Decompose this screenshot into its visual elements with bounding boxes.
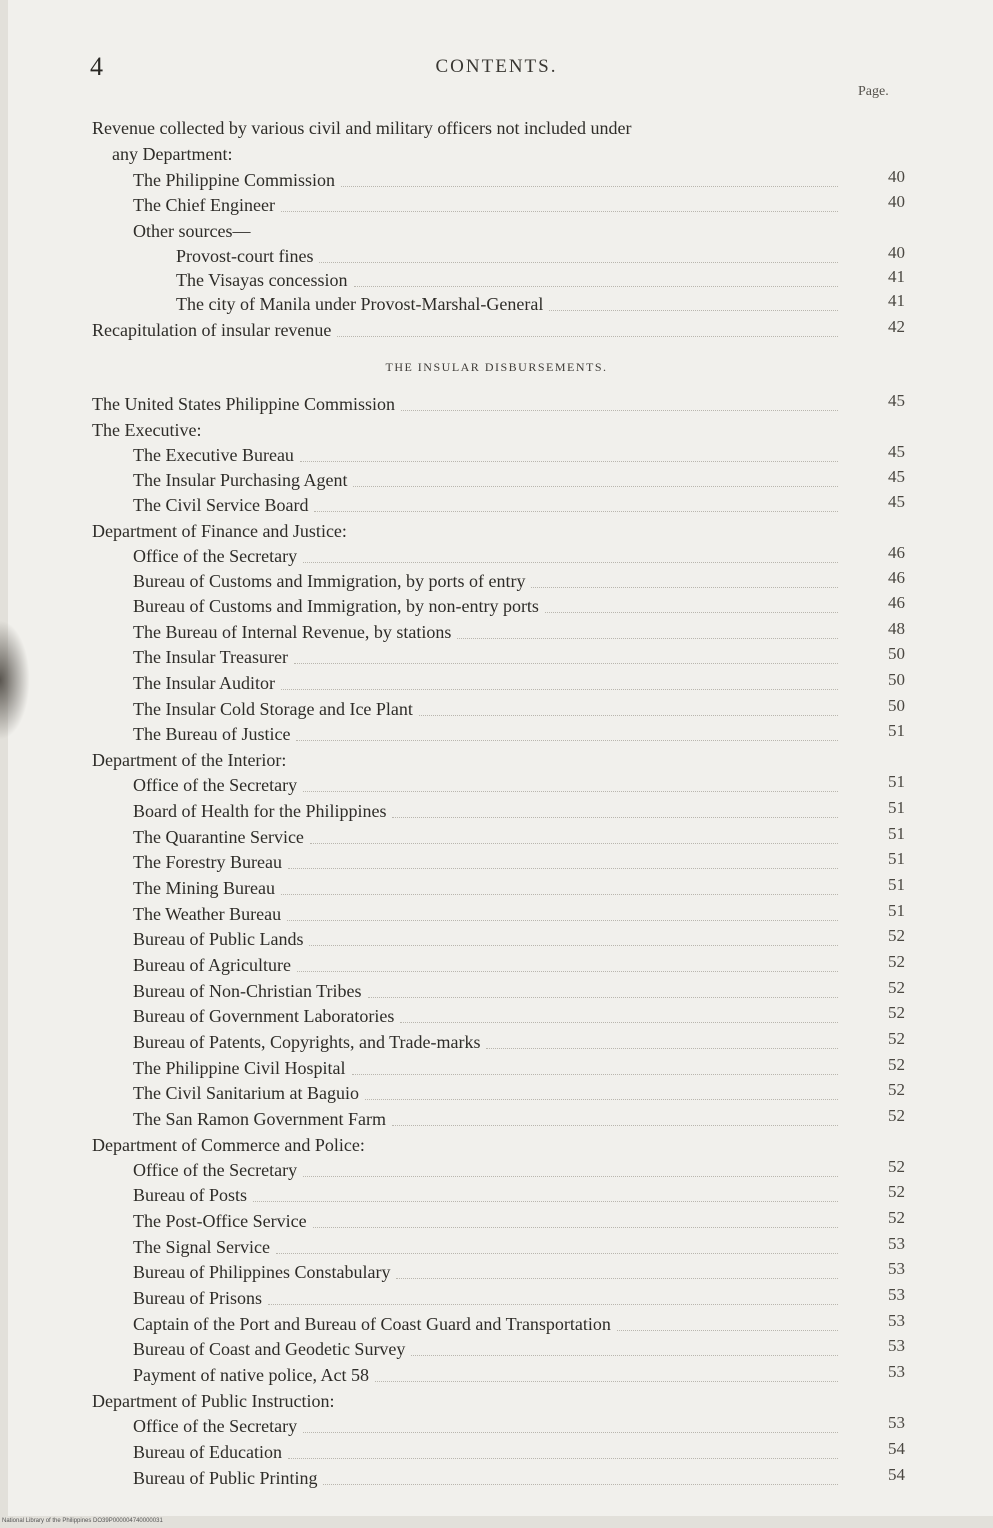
leader-dots [354, 261, 838, 287]
toc-entry-page: 45 [888, 391, 905, 410]
leader-dots [294, 638, 838, 664]
toc-entry-page: 41 [888, 291, 905, 310]
leader-dots [296, 715, 838, 741]
toc-entry-title: Bureau of Philippines Constabulary [133, 1262, 391, 1282]
toc-entry [0, 392, 993, 417]
toc-entry-page: 40 [888, 167, 905, 186]
toc-entry-page: 53 [888, 1285, 905, 1304]
toc-entry-title: Office of the Secretary [133, 546, 298, 566]
toc-entry-page: 52 [888, 1080, 905, 1099]
leader-dots [375, 1356, 838, 1382]
leader-dots [400, 997, 838, 1023]
leader-dots [392, 1100, 838, 1126]
toc-entry-title: Department of Public Instruction: [92, 1391, 335, 1411]
leader-dots [287, 895, 838, 921]
leader-dots [531, 562, 838, 588]
toc-entry [0, 318, 993, 343]
leader-dots [303, 1151, 838, 1177]
toc-entry-title: The Insular Auditor [133, 673, 275, 693]
toc-entry-page: 53 [888, 1311, 905, 1330]
toc-entry-page: 52 [888, 1029, 905, 1048]
toc-entry-title: The Signal Service [133, 1237, 270, 1257]
toc-entry-title: The city of Manila under Provost-Marshal-General [176, 294, 544, 314]
toc-entry-title: The Insular Treasurer [133, 647, 288, 667]
toc-entry-page: 46 [888, 593, 905, 612]
toc-entry-title: The Philippine Commission [133, 170, 336, 190]
toc-entry-page: 40 [888, 192, 905, 211]
toc-entry-page: 51 [888, 798, 905, 817]
toc-entry-title: Bureau of Education [133, 1442, 282, 1462]
toc-entry-title: The Bureau of Internal Revenue, by stations [133, 622, 452, 642]
toc-entry-title: The Insular Cold Storage and Ice Plant [133, 699, 413, 719]
leader-dots [457, 613, 838, 639]
toc-entry-page: 51 [888, 901, 905, 920]
leader-dots [401, 385, 838, 411]
toc-entry [0, 1107, 993, 1132]
toc-entry-title: The Civil Sanitarium at Baguio [133, 1083, 359, 1103]
toc-entry-title: The Forestry Bureau [133, 852, 282, 872]
toc-entry-page: 51 [888, 824, 905, 843]
toc-entry-title: Department of Commerce and Police: [92, 1135, 365, 1155]
toc-entry-title: Payment of native police, Act 58 [133, 1365, 369, 1385]
toc-entry-title: Bureau of Government Laboratories [133, 1006, 395, 1026]
toc-entry [0, 1466, 993, 1491]
toc-entry-page: 53 [888, 1259, 905, 1278]
leader-dots [368, 972, 839, 998]
leader-dots [549, 285, 838, 311]
leader-dots [309, 920, 838, 946]
toc-entry-page: 53 [888, 1413, 905, 1432]
leader-dots [314, 486, 838, 512]
toc-entry [0, 722, 993, 747]
toc-entry-page: 52 [888, 1106, 905, 1125]
toc-entry-page: 40 [888, 243, 905, 262]
toc-entry-page: 52 [888, 952, 905, 971]
leader-dots [337, 311, 838, 337]
toc-entry-title: Department of the Interior: [92, 750, 287, 770]
leader-dots [303, 766, 838, 792]
toc-entry-title: Bureau of Posts [133, 1185, 247, 1205]
toc-entry-title: Bureau of Prisons [133, 1288, 262, 1308]
toc-entry-page: 54 [888, 1439, 905, 1458]
toc-entry-title: Revenue collected by various civil and military officers not included under [92, 118, 632, 138]
toc-entry-title: Bureau of Agriculture [133, 955, 291, 975]
toc-entry-title: Office of the Secretary [133, 775, 298, 795]
toc-entry-page: 41 [888, 267, 905, 286]
toc-entry-title: Bureau of Customs and Immigration, by ports of entry [133, 571, 526, 591]
leader-dots [300, 436, 838, 462]
toc-entry-page: 53 [888, 1362, 905, 1381]
section-heading: THE INSULAR DISBURSEMENTS. [385, 360, 608, 374]
leader-dots [341, 161, 838, 187]
toc-entry [0, 493, 993, 518]
toc-entry [0, 116, 993, 141]
leader-dots [545, 587, 838, 613]
leader-dots [353, 461, 838, 487]
toc-entry [0, 193, 993, 218]
leader-dots [617, 1305, 838, 1331]
leader-dots [297, 946, 838, 972]
toc-entry-title: The Weather Bureau [133, 904, 282, 924]
toc-entry-page: 52 [888, 1208, 905, 1227]
toc-entry-title: Recapitulation of insular revenue [92, 320, 332, 340]
toc-entry-page: 54 [888, 1465, 905, 1484]
toc-entry-title: The Bureau of Justice [133, 724, 291, 744]
toc-entry-title: Provost-court fines [176, 246, 314, 266]
toc-entry [0, 544, 993, 569]
toc-entry-title: The Insular Purchasing Agent [133, 470, 348, 490]
toc-entry-page: 52 [888, 978, 905, 997]
toc-entry-title: Bureau of Non-Christian Tribes [133, 981, 362, 1001]
toc-entry-title: Office of the Secretary [133, 1160, 298, 1180]
toc-entry-title: The Civil Service Board [133, 495, 309, 515]
toc-entry [0, 1286, 993, 1311]
toc-entry-page: 52 [888, 1055, 905, 1074]
toc-entry-title: Bureau of Public Printing [133, 1468, 318, 1488]
toc-entry-page: 51 [888, 875, 905, 894]
toc-entry-page: 52 [888, 1157, 905, 1176]
toc-entry-page: 51 [888, 721, 905, 740]
toc-entry-title: Bureau of Patents, Copyrights, and Trade-marks [133, 1032, 481, 1052]
toc-entry-page: 46 [888, 568, 905, 587]
toc-entry-page: 53 [888, 1336, 905, 1355]
toc-entry-title: Office of the Secretary [133, 1416, 298, 1436]
toc-entry-page: 52 [888, 1182, 905, 1201]
leader-dots [323, 1459, 838, 1485]
toc-entry [0, 268, 993, 293]
leader-dots [313, 1202, 838, 1228]
toc-entry-page: 53 [888, 1234, 905, 1253]
leader-dots [303, 537, 838, 563]
leader-dots [253, 1176, 838, 1202]
leader-dots [411, 1330, 838, 1356]
leader-dots [303, 1407, 838, 1433]
toc-entry-title: The Chief Engineer [133, 195, 275, 215]
toc-entry [0, 1363, 993, 1388]
leader-dots [276, 1228, 838, 1254]
leader-dots [392, 792, 838, 818]
toc-entry-page: 48 [888, 619, 905, 638]
toc-entry-title: Captain of the Port and Bureau of Coast Guard and Transportation [133, 1314, 611, 1334]
toc-entry-title: Bureau of Coast and Geodetic Survey [133, 1339, 406, 1359]
toc-entry-page: 45 [888, 442, 905, 461]
toc-entry-page: 51 [888, 849, 905, 868]
toc-entry-title: Board of Health for the Philippines [133, 801, 387, 821]
toc-entry [0, 569, 993, 594]
toc-entry-page: 42 [888, 317, 905, 336]
leader-dots [419, 690, 838, 716]
toc-entry-page: 45 [888, 492, 905, 511]
toc-entry-title: The Executive: [92, 420, 202, 440]
scan-footer: National Library of the Philippines DO39P000004740000031 [2, 1518, 163, 1524]
toc-entry-title: The Executive Bureau [133, 445, 294, 465]
toc-entry-title: The San Ramon Government Farm [133, 1109, 386, 1129]
leader-dots [288, 1433, 838, 1459]
toc-entry-title: The Quarantine Service [133, 827, 304, 847]
toc-entry-title: Bureau of Public Lands [133, 929, 304, 949]
leader-dots [352, 1049, 839, 1075]
leader-dots [281, 869, 838, 895]
toc-entry-page: 50 [888, 696, 905, 715]
leader-dots [310, 818, 838, 844]
toc-entry-page: 50 [888, 644, 905, 663]
toc-entry-title: Bureau of Customs and Immigration, by non-entry ports [133, 596, 539, 616]
toc-entry-page: 51 [888, 772, 905, 791]
toc-entry-title: any Department: [112, 144, 233, 164]
page-column-label: Page. [858, 84, 889, 99]
toc-entry-page: 52 [888, 1003, 905, 1022]
toc-entry-title: The Post-Office Service [133, 1211, 307, 1231]
toc-entry-page: 45 [888, 467, 905, 486]
toc-entry-title: The Philippine Civil Hospital [133, 1058, 346, 1078]
leader-dots [396, 1253, 838, 1279]
toc-entry-page: 52 [888, 926, 905, 945]
toc-entry-title: The United States Philippine Commission [92, 394, 395, 414]
toc-entry-page: 50 [888, 670, 905, 689]
leader-dots [281, 664, 838, 690]
leader-dots [319, 237, 838, 263]
running-head: CONTENTS. [435, 56, 558, 77]
leader-dots [486, 1023, 838, 1049]
leader-dots [365, 1074, 838, 1100]
toc-entry-title: Other sources— [133, 221, 251, 241]
toc-entry-title: The Mining Bureau [133, 878, 275, 898]
leader-dots [281, 186, 838, 212]
leader-dots [268, 1279, 838, 1305]
toc-entry-title: The Visayas concession [176, 270, 348, 290]
toc-entry-page: 46 [888, 543, 905, 562]
toc-entry-title: Department of Finance and Justice: [92, 521, 347, 541]
leader-dots [288, 843, 838, 869]
page-number: 4 [90, 52, 103, 81]
